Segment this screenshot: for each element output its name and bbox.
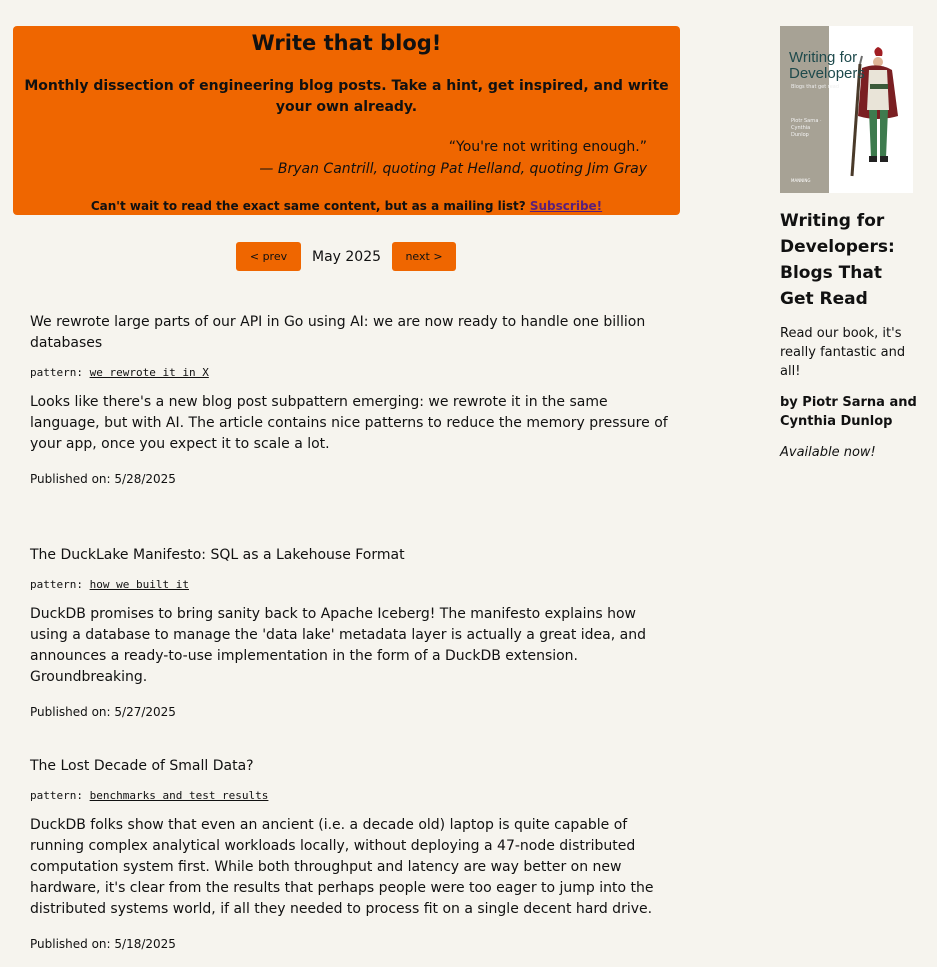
header-quote [259,136,647,180]
pattern-prefix: pattern: [30,789,83,802]
post-published-date: Published on: 5/18/2025 [30,937,176,951]
subscribe-link[interactable]: Subscribe! [529,199,603,213]
post-description: Looks like there's a new blog post subpattern emerging: we rewrote it in the same language, but with AI. The article contains nice patterns to reduce the memory pressure of your app, once you expect it to scale a lot. [30,394,668,452]
prev-month-button[interactable]: < prev [236,242,301,271]
pattern-link[interactable]: how we built it [89,578,189,591]
book-authors: by Piotr Sarna and Cynthia Dunlop [780,395,917,429]
site-tagline: Monthly dissection of engineering blog posts. Take a hint, get inspired, and write your own already. [24,78,669,115]
book-cover-image[interactable] [780,26,913,193]
cover-title: Writing for Developers [789,49,865,82]
pattern-prefix: pattern: [30,366,83,379]
post-pattern [30,789,670,802]
next-month-button[interactable]: next > [392,242,456,271]
post-description: DuckDB promises to bring sanity back to Apache Iceberg! The manifesto explains how using a database to manage the 'data lake' metadata layer is actually a great idea, and announces a ready-to-use implementation in the form of a DuckDB extension. Groundbreaking. [30,606,646,685]
book-pitch: Read our book, it's really fantastic and all! [780,326,906,379]
post-pattern [30,366,670,379]
post-pattern [30,578,670,591]
month-pager [236,242,456,271]
cover-publisher: MANNING [791,178,811,183]
pattern-prefix: pattern: [30,578,83,591]
post-title[interactable]: We rewrote large parts of our API in Go using AI: we are now ready to handle one billion databases [30,314,646,351]
cover-subtitle: Blogs that get read [791,84,840,90]
site-title: Write that blog! [251,31,442,55]
book-availability: Available now! [780,445,876,460]
post-published-date: Published on: 5/28/2025 [30,472,176,486]
pattern-link[interactable]: benchmarks and test results [89,789,269,802]
mailing-list-prompt [13,199,680,213]
post-item [30,312,670,486]
post-item [30,545,670,719]
current-month: May 2025 [311,248,382,265]
pattern-link[interactable]: we rewrote it in X [89,366,209,379]
post-title[interactable]: The Lost Decade of Small Data? [30,758,254,774]
post-title[interactable]: The DuckLake Manifesto: SQL as a Lakehouse Format [30,547,405,563]
quote-text: “You're not writing enough.” [448,139,647,155]
post-item [30,756,670,951]
mailing-list-text: Can't wait to read the exact same content, but as a mailing list? [90,199,526,213]
header-banner [13,26,680,215]
cover-authors: Piotr Sarna · Cynthia Dunlop [791,118,822,138]
quote-attribution: — Bryan Cantrill, quoting Pat Helland, quoting Jim Gray [259,161,647,177]
book-title[interactable]: Writing for Developers: Blogs That Get Read [780,211,895,309]
post-description: DuckDB folks show that even an ancient (i.e. a decade old) laptop is quite capable of running complex analytical workloads locally, without deploying a 47-node distributed computation system first. While both throughput and latency are way better on new hardware, it's clear from the results that perhaps people were too eager to jump into the distributed systems world, if all they needed to process fit on a single decent hard drive. [30,817,654,917]
post-published-date: Published on: 5/27/2025 [30,705,176,719]
